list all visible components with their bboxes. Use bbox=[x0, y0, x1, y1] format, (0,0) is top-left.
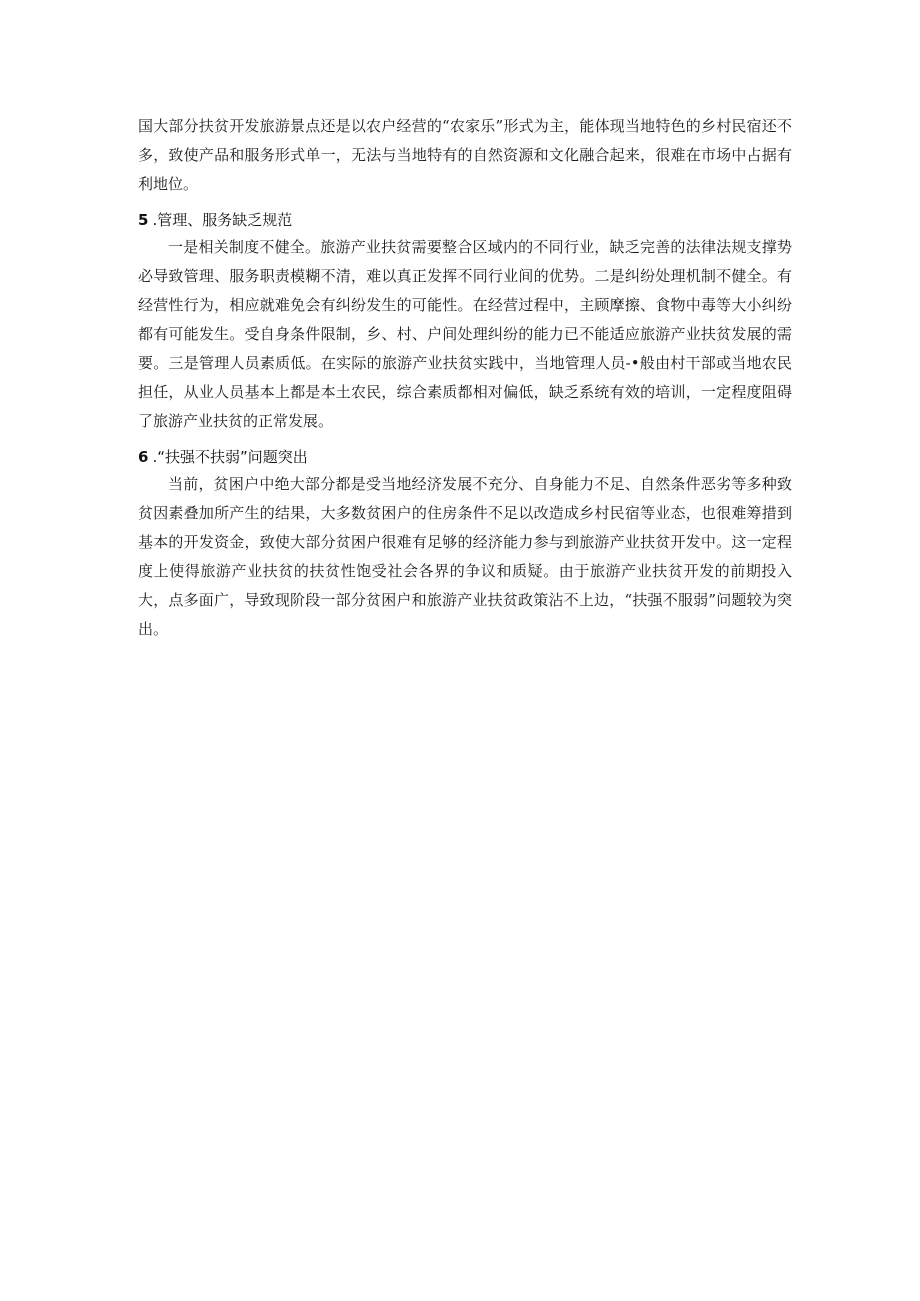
section-6-number: 6 bbox=[138, 448, 149, 466]
section-5-number: 5 bbox=[138, 211, 149, 229]
section-6-title: .“扶强不扶弱”问题突出 bbox=[152, 448, 308, 466]
document-body bbox=[138, 112, 792, 644]
section-5-title: .管理、服务缺乏规范 bbox=[152, 211, 293, 229]
section-5-paragraph: 一是相关制度不健全。旅游产业扶贫需要整合区域内的不同行业，缺乏完善的法律法规支撑势必导致管理、服务职责模糊不清，难以真正发挥不同行业间的优势。二是纠纷处理机制不健全。有经营性行为，相应就难免会有纠纷发生的可能性。在经营过程中，主顾摩擦、食物中毒等大小纠纷都有可能发生。受自身条件限制，乡、村、户间处理纠纷的能力已不能适应旅游产业扶贫发展的需要。三是管理人员素质低。在实际的旅游产业扶贫实践中，当地管理人员-•般由村干部或当地农民担任，从业人员基本上都是本土农民，综合素质都相对偏低，缺乏系统有效的培训，一定程度阻碍了旅游产业扶贫的正常发展。 bbox=[138, 238, 792, 430]
section-5-heading bbox=[138, 207, 792, 233]
intro-paragraph: 国大部分扶贫开发旅游景点还是以农户经营的“农家乐”形式为主，能体现当地特色的乡村民宿还不多，致使产品和服务形式单一，无法与当地特有的自然资源和文化融合起来，很难在市场中占据有利地位。 bbox=[138, 117, 792, 193]
section-6-heading bbox=[138, 444, 792, 470]
section-6-paragraph: 当前，贫困户中绝大部分都是受当地经济发展不充分、自身能力不足、自然条件恶劣等多种致贫因素叠加所产生的结果，大多数贫困户的住房条件不足以改造成乡村民宿等业态，也很难筹措到基本的开发资金，致使大部分贫困户很难有足够的经济能力参与到旅游产业扶贫开发中。这一定程度上使得旅游产业扶贫的扶贫性饱受社会各界的争议和质疑。由于旅游产业扶贫开发的前期投入大，点多面广，导致现阶段一部分贫困户和旅游产业扶贫政策沾不上边，“扶强不服弱”问题较为突出。 bbox=[138, 475, 792, 638]
